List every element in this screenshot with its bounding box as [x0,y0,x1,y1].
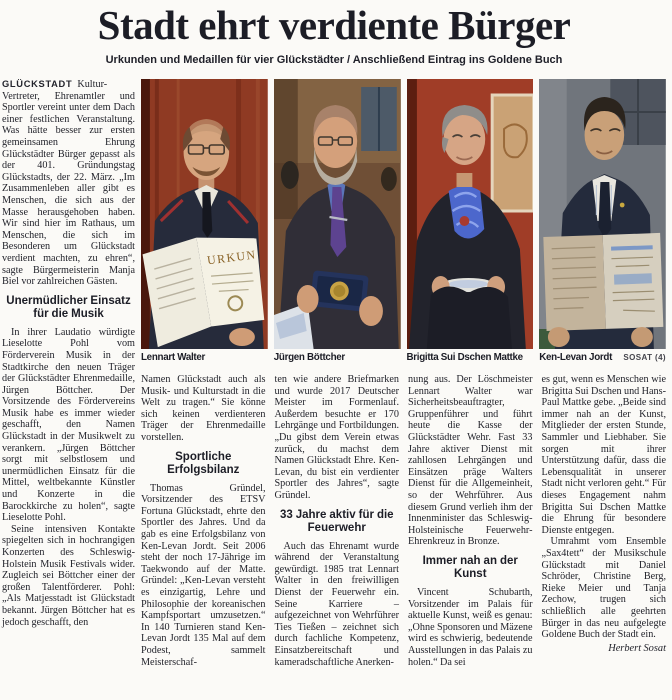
certificate-text: URKUN [206,247,258,268]
text-column-2 [141,374,266,668]
photo-caption-text: Jürgen Böttcher [273,352,345,364]
photo-and-text-region [141,79,666,668]
paragraph: Auch das Ehrenamt wurde während der Veranstaltung gewürdigt. 1985 trat Lennart Walter in den freiwilligen Dienst der Feuerwehr ein. Seine Karriere – aufgezeichnet von Wehrführer Ties Tießen – zeichnet sich durch fachliche Kompetenz, Einsatzbereitschaft und kameradschaftliche Anerken- [274,540,399,668]
paragraph: In ihrer Laudatio würdigte Lieselotte Pohl vom Förderverein Musik in der Stadtkirche den neuen Träger der Glückstädter Ehrenmedaille, Jürgen Böttcher. Der Vorsitzende des Fördervereins Musik habe es immer wieder geschafft, den Namen Glückstadt in der Musikwelt zu verankern. „Jürgen Böttcher sorgt mit selbstlosem und unermüdlichen Einsatz für die Mittel, weltbekannte Künstler und Konzerte in die Barockkirche zu holen“, sagte Lieselotte Pohl. [2,326,135,524]
lead-paragraph-text: Kultur-Vertreter, Ehrenamtler und Sportler vereint unter dem Dach einer festlichen Veranstaltung. Was hätte besser zur ersten gemeinsamen Ehrung Glückstädter Bürger gepasst als der 401. Gründungstag Glückstadts, der 22. März. „Im Zusammenleben aller gibt es Menschen, die sich aus der Masse herausgehoben haben. Wir sind hier im Rathaus, um Menschen, die sich im Besonderen um Glückstadt verdient machten, zu ehren“, sagte Bürgermeisterin Manja Biel vor zahlreichen Gästen. [2,79,135,288]
photo-juergen-boettcher [274,79,401,349]
photo-caption [274,349,401,363]
photo-figure-ken-levan-jordt [539,79,666,363]
photo-caption [141,349,268,363]
paragraph: ten wie andere Briefmarken und wurde 2017 Deutscher Meister im Formenlauf. Außerdem besuchte er 170 Lehrgänge und Fortbildungen. „Du gibst dem Verein etwas zurück, du machst dem Namen Glückstadt Ehre. Ken-Levan, du bist ein verdienter Sportler des Jahres“, sagte Gründel. [274,374,399,501]
photo-figure-juergen-boettcher [274,79,401,363]
section-heading-sport: Sportliche Erfolgsbilanz [167,450,240,477]
text-column-1 [2,79,135,628]
paragraph: Seine intensiven Kontakte spiegelten sich in hochrangigen Konzerten des Schleswig-Holstein Musik Festivals wider. Zugleich sei Böttcher einer der großen Talentförderer. Pohl: „Als Matjesstadt ist Glückstadt bekannt. Jürgen Böttcher hat es jedoch geschafft, den [2,523,135,628]
photo-caption [539,349,666,363]
photo-ken-levan-jordt [539,79,666,349]
paragraph: es gut, wenn es Menschen wie Brigitta Sui Dschen und Hans-Paul Mattke gebe. „Beide sind immer nah an der Kunst, Mitglieder der ersten Stunde, Sammler und Liebhaber. Sie sorgen mit ihrer Unterstützung dafür, dass die Lebensqualität in unserer Stadt nicht verloren geht.“ Für dieses Engagement nahm Brigitta Sui Dschen Mattke die Ehrung für besondere Dienste entgegen. [541,374,666,536]
photo-brigitta-mattke [407,79,534,349]
photo-caption-text: Brigitta Sui Dschen Mattke [406,352,523,364]
paragraph: Thomas Gründel, Vorsitzender des ETSV Fortuna Glückstadt, ehrte den Sportler des Jahres. Und da gab es eine Erfolgsbilanz von Ken-Levan Jordt. Seit 2006 steht der noch 17-Jährige im Taekwondo auf der Matte. Gründel: „Ken-Levan versteht es einzigartig, Lehre und Philosophie der koreanischen Kampfsportart umzusetzen.“ In 140 Turnieren stand Ken-Levan Jordt 135 Mal auf dem Podest, sammelt Meisterschaf- [141,482,266,668]
text-column-5 [542,374,667,668]
article-subtitle: Urkunden und Medaillen für vier Glückstädter / Anschließend Eintrag ins Goldene Buch [105,54,563,67]
article-body [2,79,666,668]
text-column-3 [275,374,400,668]
dateline-location: GLÜCKSTADT [2,79,73,90]
photo-credit: SOSAT (4) [623,353,666,363]
author-byline: Herbert Sosat [608,642,666,654]
text-column-4 [408,374,533,668]
paragraph: Vincent Schubarth, Vorsitzender im Palais für aktuelle Kunst, weiß es genau: „Ohne Sponsoren und Mäzene wird es schwierig, bedeutende Ausstellungen in das Palais zu holen.“ Da sei [408,586,533,668]
paragraph: Namen Glückstadt auch als Musik- und Kulturstadt in die Welt zu tragen.“ Sie könne sich keinen verdienteren Träger der Ehrenmedaille vorstellen. [141,374,266,444]
article-title: Stadt ehrt verdiente Bürger [97,2,571,48]
paragraph: Umrahmt vom Ensemble „Sax4tett“ der Musikschule Glückstadt mit Daniel Schröder, Christine Berg, Rieke Meier und Tanja Zechow, trugen sich schließlich alle geehrten Bürger in das neu aufgelegte Goldene Buch der Stadt ein. [541,536,666,641]
photo-caption [407,349,534,363]
section-heading-feuerwehr: 33 Jahre aktiv für die Feuerwehr [279,508,394,535]
text-columns [141,374,666,668]
photo-figure-brigitta-mattke [407,79,534,363]
paragraph: nung aus. Der Löschmeister Lennart Walter war Sicherheitsbeauftragter, Gruppenführer und führt heute die Kasse der Glückstädter Wehr. Fast 33 Jahre aktiver Dienst mit zahllosen Lehrgängen und Einsätzen präge Walters Dienst für die Allgemeinheit, so der Wehrführer. Aus diesem Grund verlieh ihm der Innenminister das Schleswig-Holsteinische Feuerwehr-Ehrenkreuz in Bronze. [408,374,533,548]
photo-strip [141,79,666,363]
section-heading-kunst: Immer nah an der Kunst [422,554,518,581]
photo-caption-text: Ken-Levan Jordt [539,352,613,364]
lead-paragraph [2,79,135,288]
photo-lennart-walter [141,79,268,349]
masthead [2,4,666,66]
section-heading-musik: Unermüdlicher Einsatz für die Musik [6,294,131,321]
photo-caption-text: Lennart Walter [141,352,206,364]
photo-figure-lennart-walter [141,79,268,363]
